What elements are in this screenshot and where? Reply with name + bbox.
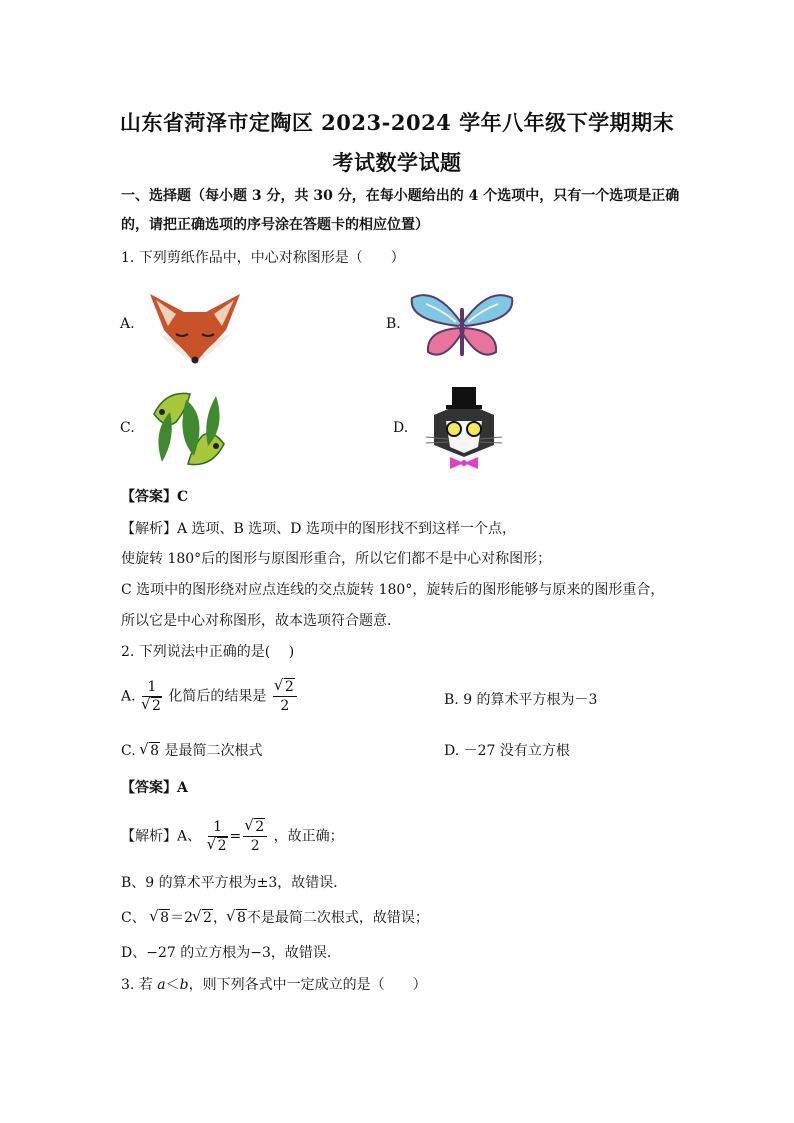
question-1-stem: 1. 下列剪纸作品中，中心对称图形是（ ） (121, 250, 405, 266)
fox-icon (146, 290, 244, 366)
q2-analysis-a-suffix: ，故正确； (273, 828, 344, 845)
q2-option-a-text: 化简后的结果是 (168, 688, 267, 705)
q1-answer: 【答案】C (121, 489, 189, 505)
q1-analysis-line-3: C 选项中的图形绕对应点连线的交点旋转 180°，旋转后的图形能够与原来的图形重合， (121, 582, 665, 598)
q1-option-c-label: C. (120, 420, 135, 436)
fish-pair-icon (146, 386, 232, 472)
q2-option-b: B. 9 的算术平方根为－3 (444, 692, 598, 708)
q2-analysis-d: D、−27 的立方根为−3，故错误． (121, 945, 341, 961)
q1-option-b-label: B. (386, 316, 401, 332)
q2-option-d: D. －27 没有立方根 (444, 743, 570, 759)
fraction-one-over-root-two: 1 √ 2 (142, 678, 162, 715)
q1-analysis-line-1: 【解析】A 选项、B 选项、D 选项中的图形找不到这样一个点， (121, 521, 516, 537)
q2-option-a-label: A. (121, 688, 136, 705)
q2-analysis-b: B、9 的算术平方根为±3，故错误． (121, 875, 348, 891)
q1-option-d-label: D. (393, 420, 409, 436)
fraction-root-two-over-two: √ $\frac{2}{2}$ (273, 678, 297, 715)
cat-with-hat-icon (418, 385, 510, 471)
title-line-2: 考试数学试题 (332, 150, 462, 175)
section-heading-line-1: 一、选择题（每小题 3 分，共 30 分，在每小题给出的 4 个选项中，只有一个选项是正确 (121, 188, 680, 204)
q2-option-c-text: 是最简二次根式 (164, 743, 263, 759)
q2-analysis-a-prefix: 【解析】A、 (121, 828, 202, 845)
q1-analysis-line-2: 使旋转 180°后的图形与原图形重合，所以它们都不是中心对称图形； (121, 551, 552, 567)
section-heading-line-2: 的，请把正确选项的序号涂在答题卡的相应位置） (121, 217, 429, 233)
q2-answer: 【答案】A (121, 780, 188, 796)
butterfly-icon (406, 290, 518, 362)
q2-analysis-c: C、 √ 8＝2√ 2，√ 8不是最简二次根式，故错误； (121, 908, 429, 928)
root-eight: √ 8 (140, 741, 160, 761)
q1-analysis-line-4: 所以它是中心对称图形，故本选项符合题意． (121, 613, 401, 629)
q2-option-a (121, 678, 299, 715)
q2-option-c (121, 741, 263, 761)
question-2-stem: 2. 下列说法中正确的是( ) (121, 644, 295, 660)
q1-option-a-label: A. (120, 316, 135, 332)
question-3-stem: 3. 若 a＜b，则下列各式中一定成立的是（ ） (121, 977, 427, 993)
q2-option-c-label: C. (121, 743, 136, 759)
q2-analysis-a: 【解析】A、 1 √ 2 = √ $\frac{2}{2}$ ，故正确； (121, 818, 344, 855)
title-line-1: 山东省菏泽市定陶区 2023-2024 学年八年级下学期期末 (119, 110, 675, 135)
